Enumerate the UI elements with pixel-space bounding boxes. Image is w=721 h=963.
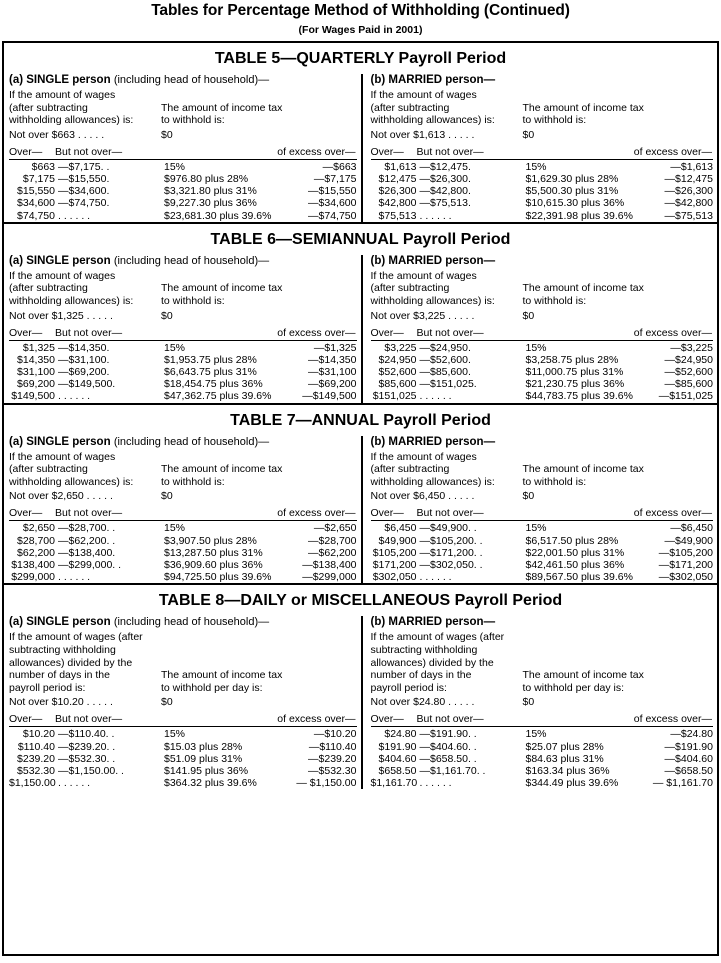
single-title-reg: (including head of household)—: [113, 74, 270, 86]
table-row: $34,600 —$74,750. $9,227.30 plus 36% —$34,600: [17, 197, 357, 210]
wages-header: [9, 451, 357, 489]
table-row: $12,475 —$26,300. $1,629.30 plus 28% —$12,475: [378, 172, 713, 185]
rate-rows: [9, 161, 357, 222]
table-heading: TABLE 6—SEMIANNUAL Payroll Period: [210, 230, 511, 248]
wages-header: [9, 89, 357, 127]
married-column-title: (b) MARRIED person—: [370, 435, 496, 448]
wages-label: If the amount of wages (after subtracting withholding allowances) is:: [370, 450, 495, 488]
rate-rows: [371, 522, 714, 583]
withhold-label: The amount of income tax to withhold is:: [161, 101, 283, 127]
wages-header: [371, 451, 714, 489]
withhold-label: The amount of income tax to withhold is:: [522, 463, 644, 488]
withhold-label: The amount of income tax to withhold is:: [522, 282, 644, 307]
page-title: Tables for Percentage Method of Withholding (Continued): [151, 2, 570, 19]
not-over-row: Not over $24.80 . . . . . $0: [370, 696, 535, 709]
table-block-quarterly: [4, 43, 717, 222]
table-row: $52,600 —$85,600. $11,000.75 plus 31% —$52,600: [378, 365, 713, 378]
withhold-label: The amount of income tax to withhold is:: [161, 282, 283, 307]
divider: [9, 340, 357, 341]
table-row: $149,500 . . . . . . $47,362.75 plus 39.6% —$149,500: [11, 390, 357, 403]
rate-subheader: Over— But not over— of excess over—: [9, 713, 356, 726]
wages-header: [9, 631, 357, 694]
single-column-title: [9, 74, 357, 89]
table-block-annual: [4, 405, 717, 584]
divider: [9, 159, 357, 160]
table-row: $7,175 —$15,550. $976.80 plus 28% —$7,175: [22, 172, 357, 185]
table-row: $2,650 —$28,700. . 15% —$2,650: [22, 522, 357, 535]
table-row: $74,750 . . . . . . $23,681.30 plus 39.6% —$74,750: [17, 209, 357, 222]
wages-header: [371, 631, 714, 694]
withhold-label: The amount of income tax to withhold is:: [161, 463, 283, 488]
table-heading: TABLE 7—ANNUAL Payroll Period: [230, 411, 491, 429]
wages-label: If the amount of wages (after subtracting withholding allowances) is:: [9, 89, 134, 127]
table-row: $24,950 —$52,600. $3,258.75 plus 28% —$24,950: [378, 353, 713, 366]
single-title-bold: (a) SINGLE person: [9, 616, 111, 629]
rate-rows: [9, 342, 357, 403]
not-over-row: Not over $663 . . . . . $0: [9, 128, 173, 141]
table-columns: [4, 616, 717, 789]
withhold-label: The amount of income tax to withhold is:: [522, 101, 644, 127]
table-row: $1,161.70 . . . . . . $344.49 plus 39.6% — $1,161.70: [370, 777, 713, 790]
table-row: $404.60 —$658.50. . $84.63 plus 31% —$404.60: [378, 752, 713, 765]
table-row: $1,613 —$12,475. 15% —$1,613: [384, 160, 713, 173]
table-row: $110.40 —$239.20. . $15.03 plus 28% —$110.40: [17, 740, 357, 753]
not-over-row: Not over $2,650 . . . . . $0: [9, 490, 173, 503]
table-row: $85,600 —$151,025. $21,230.75 plus 36% —$85,600: [378, 378, 713, 391]
rate-rows: [371, 161, 714, 222]
table-row: $1,325 —$14,350. 15% —$1,325: [22, 341, 357, 354]
rate-rows: [371, 728, 714, 789]
not-over-row: Not over $10.20 . . . . . $0: [9, 696, 173, 709]
rate-rows: [9, 728, 357, 789]
single-title-reg: (including head of household)—: [113, 254, 270, 267]
rate-subheader: Over— But not over— of excess over—: [370, 507, 712, 520]
divider: [371, 726, 714, 727]
table-row: $663 —$7,175. . 15% —$663: [31, 160, 357, 173]
wages-header: [371, 89, 714, 127]
single-title-bold: (a) SINGLE person: [9, 74, 111, 86]
table-row: $532.30 —$1,150.00. . $141.95 plus 36% —$532.30: [17, 764, 357, 777]
divider: [371, 520, 714, 521]
single-column-title: [9, 255, 357, 270]
not-over-row: Not over $1,613 . . . . . $0: [370, 128, 535, 141]
single-title-bold: (a) SINGLE person: [9, 254, 111, 267]
rate-subheader: Over— But not over— of excess over—: [9, 145, 356, 158]
single-title-reg: (including head of household)—: [113, 616, 270, 629]
rate-subheader: Over— But not over— of excess over—: [370, 145, 712, 158]
table-heading: TABLE 5—QUARTERLY Payroll Period: [214, 50, 507, 67]
table-block-daily: [4, 585, 717, 789]
single-column-title: [9, 616, 357, 631]
single-column: [4, 255, 361, 403]
table-row: $42,800 —$75,513. $10,615.30 plus 36% —$42,800: [378, 197, 713, 210]
divider: [9, 520, 357, 521]
married-column: [361, 255, 718, 403]
table-row: $658.50 —$1,161.70. . $163.34 plus 36% —$658.50: [378, 764, 713, 777]
married-column: [361, 74, 718, 222]
divider: [9, 726, 357, 727]
single-column: [4, 436, 361, 584]
table-row: $1,150.00 . . . . . . $364.32 plus 39.6% — $1,150.00: [9, 777, 357, 790]
table-columns: [4, 255, 717, 403]
not-over-row: Not over $3,225 . . . . . $0: [370, 309, 535, 322]
table-row: $15,550 —$34,600. $3,321.80 plus 31% —$15,550: [17, 185, 357, 198]
table-row: $26,300 —$42,800. $5,500.30 plus 31% —$26,300: [378, 185, 713, 198]
rate-subheader: Over— But not over— of excess over—: [370, 326, 712, 339]
married-column: [361, 436, 718, 584]
rate-subheader: Over— But not over— of excess over—: [370, 713, 712, 726]
rate-subheader: Over— But not over— of excess over—: [9, 507, 356, 520]
wages-header: [371, 270, 714, 308]
withhold-label: The amount of income tax to withhold per day is:: [522, 669, 644, 694]
withhold-label: The amount of income tax to withhold per day is:: [161, 669, 283, 694]
page-subtitle: (For Wages Paid in 2001): [298, 24, 423, 36]
not-over-row: Not over $1,325 . . . . . $0: [9, 309, 173, 322]
table-row: $171,200 —$302,050. . $42,461.50 plus 36% —$171,200: [372, 558, 713, 571]
table-row: $299,000 . . . . . . $94,725.50 plus 39.6% —$299,000: [11, 571, 357, 584]
wages-label: If the amount of wages (after subtracting withholding allowances) divided by the number of days in the payroll period is:: [370, 631, 505, 694]
tables-container: [2, 41, 719, 956]
wages-label: If the amount of wages (after subtracting withholding allowances) divided by the number of days in the payroll period is:: [9, 631, 143, 694]
rate-subheader: Over— But not over— of excess over—: [9, 326, 356, 339]
table-row: $24.80 —$191.90. . 15% —$24.80: [384, 728, 713, 741]
table-heading: TABLE 8—DAILY or MISCELLANEOUS Payroll Period: [158, 592, 563, 610]
table-row: $191.90 —$404.60. . $25.07 plus 28% —$191.90: [378, 740, 713, 753]
wages-label: If the amount of wages (after subtracting withholding allowances) is:: [370, 89, 495, 127]
table-row: $239.20 —$532.30. . $51.09 plus 31% —$239.20: [17, 752, 357, 765]
single-column: [4, 74, 361, 222]
table-row: $62,200 —$138,400. $13,287.50 plus 31% —$62,200: [17, 546, 357, 559]
rate-rows: [9, 522, 357, 583]
table-row: $10.20 —$110.40. . 15% —$10.20: [22, 728, 357, 741]
table-row: $49,900 —$105,200. . $6,517.50 plus 28% —$49,900: [378, 534, 713, 547]
table-row: $105,200 —$171,200. . $22,001.50 plus 31% —$105,200: [372, 546, 713, 559]
table-row: $75,513 . . . . . . $22,391.98 plus 39.6% —$75,513: [378, 209, 713, 222]
table-row: $28,700 —$62,200. . $3,907.50 plus 28% —$28,700: [17, 534, 357, 547]
wages-label: If the amount of wages (after subtracting withholding allowances) is:: [9, 269, 134, 307]
table-row: $3,225 —$24,950. 15% —$3,225: [384, 341, 713, 354]
married-column: [361, 616, 718, 789]
table-columns: [4, 74, 717, 222]
table-row: $6,450 —$49,900. . 15% —$6,450: [384, 522, 713, 535]
wages-header: [9, 270, 357, 308]
table-row: $14,350 —$31,100. $1,953.75 plus 28% —$14,350: [17, 353, 357, 366]
single-column-title: [9, 436, 357, 451]
divider: [371, 159, 714, 160]
wages-label: If the amount of wages (after subtracting withholding allowances) is:: [9, 450, 134, 488]
table-row: $31,100 —$69,200. $6,643.75 plus 31% —$31,100: [17, 365, 357, 378]
single-title-bold: (a) SINGLE person: [9, 435, 111, 448]
divider: [371, 340, 714, 341]
married-column-title: (b) MARRIED person—: [370, 74, 496, 86]
married-column-title: (b) MARRIED person—: [370, 616, 496, 629]
not-over-row: Not over $6,450 . . . . . $0: [370, 490, 535, 503]
table-row: $151,025 . . . . . . $44,783.75 plus 39.6% —$151,025: [372, 390, 713, 403]
single-title-reg: (including head of household)—: [113, 435, 270, 448]
table-row: $138,400 —$299,000. . $36,909.60 plus 36% —$138,400: [11, 558, 357, 571]
table-block-semiannual: [4, 224, 717, 403]
married-column-title: (b) MARRIED person—: [370, 254, 496, 267]
rate-rows: [371, 342, 714, 403]
wages-label: If the amount of wages (after subtracting withholding allowances) is:: [370, 269, 495, 307]
table-row: $69,200 —$149,500. $18,454.75 plus 36% —$69,200: [17, 378, 357, 391]
table-row: $302,050 . . . . . . $89,567.50 plus 39.6% —$302,050: [372, 571, 713, 584]
single-column: [4, 616, 361, 789]
table-columns: [4, 436, 717, 584]
